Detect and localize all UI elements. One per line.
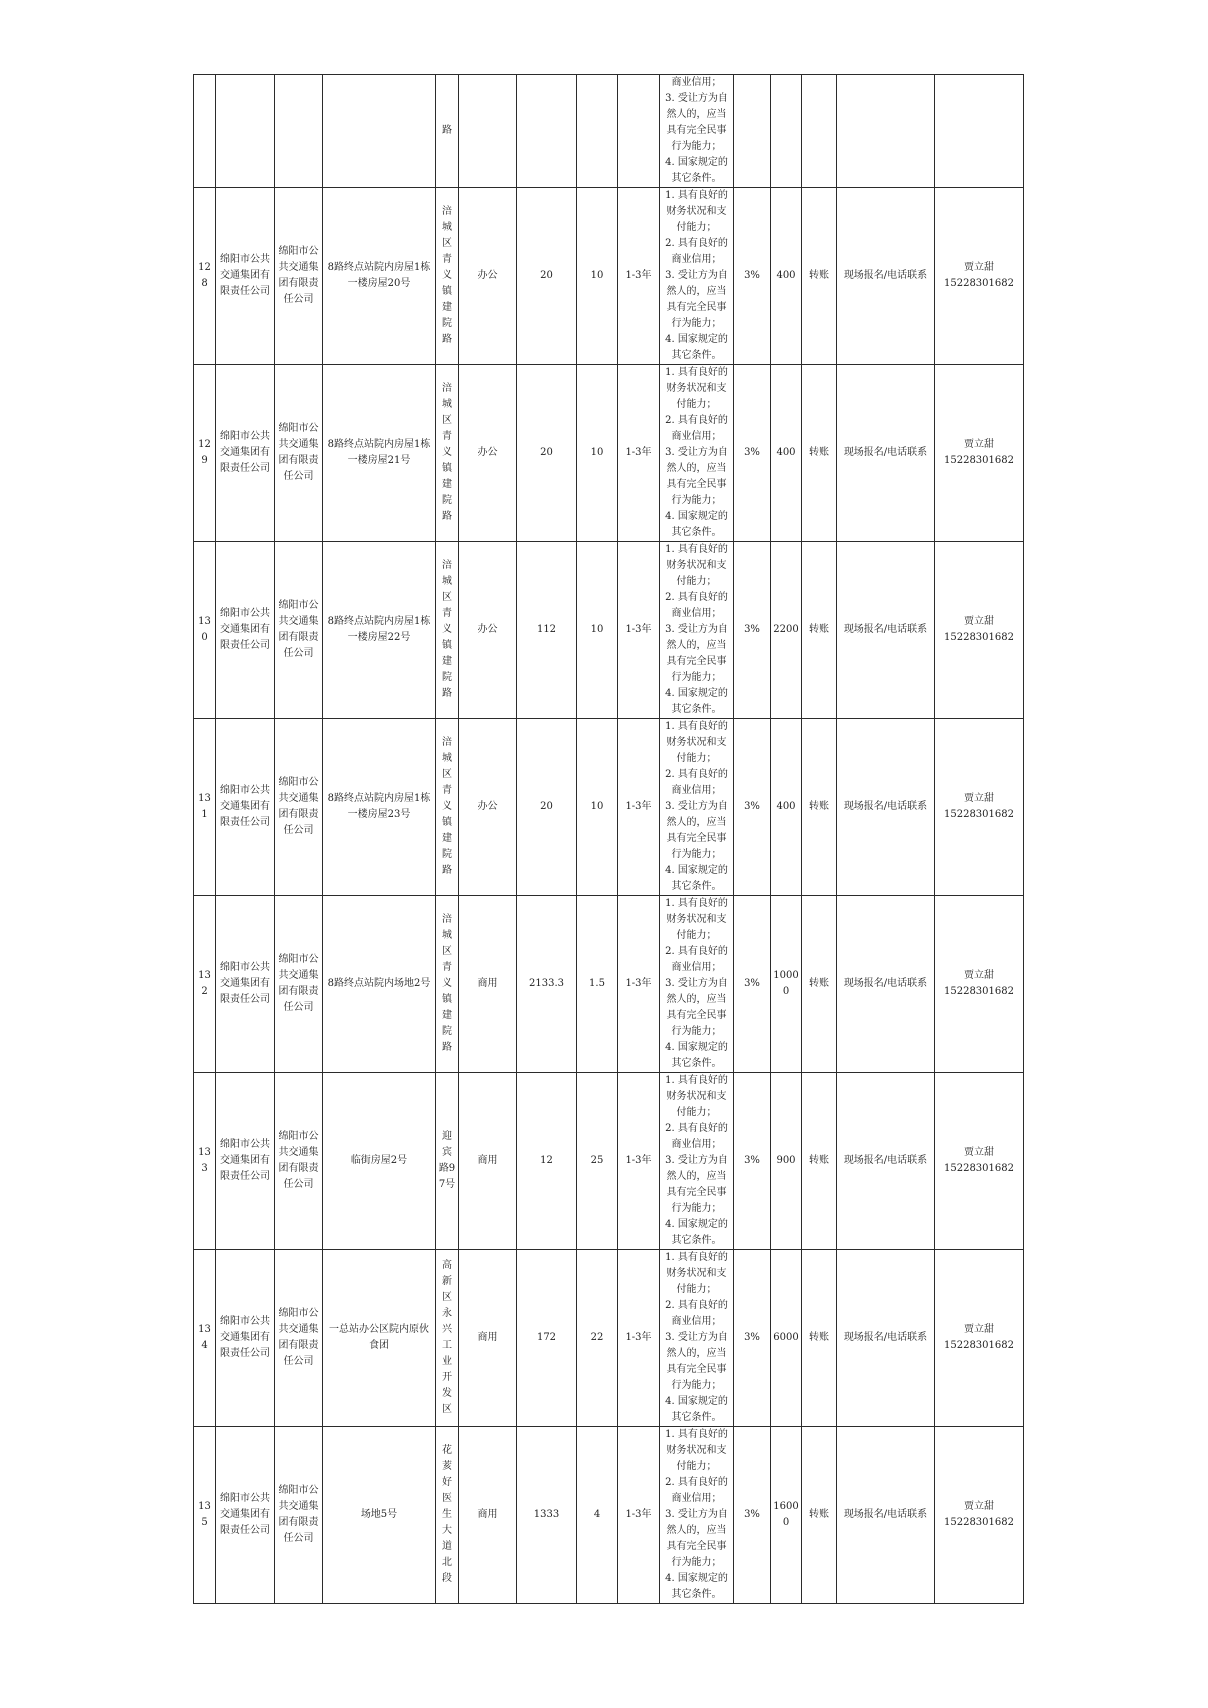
condition-line: 付能力； (676, 399, 717, 410)
condition-line: 2. 具有良好的 (665, 1300, 728, 1311)
table-row (194, 365, 1024, 542)
cell-price: 25 (577, 1073, 618, 1250)
cell-pay: 转账 (802, 365, 837, 542)
contact-name: 贾立甜 (964, 1501, 994, 1512)
condition-line: 3. 受让方为自 (665, 270, 728, 281)
cell-name: 8路终点站院内房屋1栋一楼房屋20号 (323, 188, 436, 365)
cell-conditions (660, 1250, 734, 1427)
cell-contact (935, 1427, 1024, 1604)
cell-location: 涪城区青义镇建院路 (436, 719, 459, 896)
cell-area: 12 (517, 1073, 577, 1250)
cell-contact (935, 896, 1024, 1073)
condition-line: 商业信用； (671, 1139, 722, 1150)
cell-conditions (660, 542, 734, 719)
cell-term: 1-3年 (618, 1073, 660, 1250)
cell-method: 现场报名/电话联系 (837, 1073, 935, 1250)
cell-use (459, 75, 517, 188)
cell-term: 1-3年 (618, 1427, 660, 1604)
cell-unit: 绵阳市公共交通集团有限责任公司 (275, 1427, 323, 1604)
cell-unit (275, 75, 323, 188)
contact-name: 贾立甜 (964, 793, 994, 804)
cell-deposit: 10000 (771, 896, 802, 1073)
cell-area: 20 (517, 188, 577, 365)
cell-area (517, 75, 577, 188)
cell-contact (935, 365, 1024, 542)
cell-rate: 3% (734, 365, 771, 542)
cell-unit: 绵阳市公共交通集团有限责任公司 (275, 188, 323, 365)
condition-line: 具有完全民事 (666, 125, 727, 136)
cell-contact (935, 188, 1024, 365)
condition-line: 然人的，应当 (666, 463, 727, 474)
cell-name (323, 75, 436, 188)
condition-line: 其它条件。 (671, 350, 722, 361)
cell-rate: 3% (734, 1250, 771, 1427)
condition-line: 具有完全民事 (666, 302, 727, 313)
cell-name: 一总站办公区院内原伙食团 (323, 1250, 436, 1427)
condition-line: 行为能力； (671, 849, 722, 860)
cell-no: 128 (194, 188, 216, 365)
cell-owner: 绵阳市公共交通集团有限责任公司 (216, 188, 275, 365)
condition-line: 3. 受让方为自 (665, 1509, 728, 1520)
cell-conditions (660, 719, 734, 896)
cell-area: 112 (517, 542, 577, 719)
cell-pay: 转账 (802, 542, 837, 719)
cell-term: 1-3年 (618, 1250, 660, 1427)
contact-phone: 15228301682 (944, 278, 1014, 289)
cell-price: 10 (577, 719, 618, 896)
cell-name: 8路终点站院内房屋1栋一楼房屋23号 (323, 719, 436, 896)
cell-use: 办公 (459, 719, 517, 896)
cell-name: 场地5号 (323, 1427, 436, 1604)
cell-conditions (660, 365, 734, 542)
cell-name: 8路终点站院内场地2号 (323, 896, 436, 1073)
condition-line: 行为能力； (671, 495, 722, 506)
cell-pay: 转账 (802, 719, 837, 896)
cell-method: 现场报名/电话联系 (837, 1427, 935, 1604)
cell-rate: 3% (734, 719, 771, 896)
condition-line: 然人的，应当 (666, 994, 727, 1005)
cell-pay: 转账 (802, 896, 837, 1073)
condition-line: 商业信用； (671, 608, 722, 619)
cell-unit: 绵阳市公共交通集团有限责任公司 (275, 1250, 323, 1427)
cell-location: 花荄好医生大道北段 (436, 1427, 459, 1604)
cell-use: 商用 (459, 1073, 517, 1250)
condition-line: 2. 具有良好的 (665, 238, 728, 249)
condition-line: 付能力； (676, 930, 717, 941)
condition-line: 行为能力； (671, 1380, 722, 1391)
cell-pay: 转账 (802, 1427, 837, 1604)
cell-area: 20 (517, 719, 577, 896)
cell-location: 路 (436, 75, 459, 188)
cell-deposit: 400 (771, 188, 802, 365)
cell-unit: 绵阳市公共交通集团有限责任公司 (275, 1073, 323, 1250)
condition-line: 4. 国家规定的 (665, 865, 728, 876)
cell-use: 办公 (459, 542, 517, 719)
condition-line: 其它条件。 (671, 704, 722, 715)
contact-phone: 15228301682 (944, 455, 1014, 466)
table-row (194, 896, 1024, 1073)
table-row (194, 542, 1024, 719)
condition-line: 具有完全民事 (666, 1541, 727, 1552)
cell-area: 20 (517, 365, 577, 542)
cell-no: 130 (194, 542, 216, 719)
condition-line: 其它条件。 (671, 1235, 722, 1246)
cell-pay: 转账 (802, 1250, 837, 1427)
cell-location: 涪城区青义镇建院路 (436, 188, 459, 365)
cell-owner: 绵阳市公共交通集团有限责任公司 (216, 896, 275, 1073)
cell-contact (935, 1250, 1024, 1427)
condition-line: 其它条件。 (671, 527, 722, 538)
condition-line: 1. 具有良好的 (665, 721, 728, 732)
cell-contact (935, 1073, 1024, 1250)
condition-line: 然人的，应当 (666, 640, 727, 651)
condition-line: 其它条件。 (671, 1058, 722, 1069)
cell-deposit: 16000 (771, 1427, 802, 1604)
condition-line: 2. 具有良好的 (665, 946, 728, 957)
table-row-continued (194, 75, 1024, 188)
contact-phone: 15228301682 (944, 809, 1014, 820)
cell-no: 129 (194, 365, 216, 542)
cell-location: 高新区永兴工业开发区 (436, 1250, 459, 1427)
cell-deposit: 2200 (771, 542, 802, 719)
cell-conditions (660, 896, 734, 1073)
condition-line: 付能力； (676, 576, 717, 587)
condition-line: 1. 具有良好的 (665, 190, 728, 201)
contact-name: 贾立甜 (964, 970, 994, 981)
cell-use: 办公 (459, 188, 517, 365)
condition-line: 财务状况和支 (666, 1445, 727, 1456)
cell-no: 134 (194, 1250, 216, 1427)
cell-conditions (660, 1427, 734, 1604)
condition-line: 财务状况和支 (666, 206, 727, 217)
contact-name: 贾立甜 (964, 262, 994, 273)
condition-line: 3. 受让方为自 (665, 93, 728, 104)
contact-phone: 15228301682 (944, 632, 1014, 643)
condition-line: 1. 具有良好的 (665, 1075, 728, 1086)
condition-line: 行为能力； (671, 1203, 722, 1214)
cell-price: 10 (577, 188, 618, 365)
cell-owner: 绵阳市公共交通集团有限责任公司 (216, 542, 275, 719)
condition-line: 1. 具有良好的 (665, 544, 728, 555)
condition-line: 4. 国家规定的 (665, 688, 728, 699)
condition-line: 2. 具有良好的 (665, 1477, 728, 1488)
cell-price (577, 75, 618, 188)
table-row (194, 1250, 1024, 1427)
cell-contact (935, 719, 1024, 896)
cell-name: 8路终点站院内房屋1栋一楼房屋21号 (323, 365, 436, 542)
condition-line: 商业信用； (671, 1316, 722, 1327)
cell-owner: 绵阳市公共交通集团有限责任公司 (216, 1427, 275, 1604)
condition-line: 商业信用； (671, 77, 722, 88)
condition-line: 3. 受让方为自 (665, 624, 728, 635)
contact-name: 贾立甜 (964, 439, 994, 450)
condition-line: 1. 具有良好的 (665, 898, 728, 909)
contact-phone: 15228301682 (944, 986, 1014, 997)
condition-line: 其它条件。 (671, 1589, 722, 1600)
contact-name: 贾立甜 (964, 616, 994, 627)
cell-term: 1-3年 (618, 896, 660, 1073)
condition-line: 其它条件。 (671, 173, 722, 184)
cell-use: 商用 (459, 1250, 517, 1427)
cell-use: 商用 (459, 896, 517, 1073)
cell-deposit: 400 (771, 365, 802, 542)
cell-rate: 3% (734, 542, 771, 719)
cell-unit: 绵阳市公共交通集团有限责任公司 (275, 896, 323, 1073)
condition-line: 1. 具有良好的 (665, 367, 728, 378)
condition-line: 3. 受让方为自 (665, 1332, 728, 1343)
cell-unit: 绵阳市公共交通集团有限责任公司 (275, 719, 323, 896)
cell-rate (734, 75, 771, 188)
condition-line: 然人的，应当 (666, 1171, 727, 1182)
cell-unit: 绵阳市公共交通集团有限责任公司 (275, 365, 323, 542)
cell-area: 1333 (517, 1427, 577, 1604)
cell-rate: 3% (734, 896, 771, 1073)
condition-line: 4. 国家规定的 (665, 511, 728, 522)
cell-owner: 绵阳市公共交通集团有限责任公司 (216, 1250, 275, 1427)
condition-line: 4. 国家规定的 (665, 334, 728, 345)
condition-line: 付能力； (676, 1461, 717, 1472)
condition-line: 具有完全民事 (666, 1364, 727, 1375)
condition-line: 4. 国家规定的 (665, 1573, 728, 1584)
condition-line: 3. 受让方为自 (665, 978, 728, 989)
condition-line: 4. 国家规定的 (665, 1219, 728, 1230)
cell-method: 现场报名/电话联系 (837, 896, 935, 1073)
cell-pay: 转账 (802, 188, 837, 365)
table-row (194, 1427, 1024, 1604)
contact-phone: 15228301682 (944, 1163, 1014, 1174)
cell-deposit: 400 (771, 719, 802, 896)
condition-line: 商业信用； (671, 254, 722, 265)
cell-name: 临街房屋2号 (323, 1073, 436, 1250)
cell-unit: 绵阳市公共交通集团有限责任公司 (275, 542, 323, 719)
table-body (194, 75, 1024, 1604)
cell-location: 涪城区青义镇建院路 (436, 365, 459, 542)
cell-pay: 转账 (802, 1073, 837, 1250)
condition-line: 商业信用； (671, 785, 722, 796)
condition-line: 财务状况和支 (666, 383, 727, 394)
condition-line: 付能力； (676, 222, 717, 233)
cell-area: 172 (517, 1250, 577, 1427)
cell-use: 办公 (459, 365, 517, 542)
cell-deposit: 6000 (771, 1250, 802, 1427)
condition-line: 2. 具有良好的 (665, 592, 728, 603)
cell-area: 2133.3 (517, 896, 577, 1073)
condition-line: 2. 具有良好的 (665, 769, 728, 780)
condition-line: 行为能力； (671, 672, 722, 683)
condition-line: 付能力； (676, 753, 717, 764)
cell-conditions (660, 75, 734, 188)
cell-use: 商用 (459, 1427, 517, 1604)
cell-price: 10 (577, 542, 618, 719)
contact-name: 贾立甜 (964, 1147, 994, 1158)
table-row (194, 1073, 1024, 1250)
condition-line: 商业信用； (671, 1493, 722, 1504)
cell-term: 1-3年 (618, 719, 660, 896)
condition-line: 2. 具有良好的 (665, 1123, 728, 1134)
condition-line: 行为能力； (671, 1557, 722, 1568)
contact-name: 贾立甜 (964, 1324, 994, 1335)
condition-line: 然人的，应当 (666, 1348, 727, 1359)
cell-price: 1.5 (577, 896, 618, 1073)
cell-pay (802, 75, 837, 188)
condition-line: 具有完全民事 (666, 656, 727, 667)
condition-line: 商业信用； (671, 431, 722, 442)
condition-line: 4. 国家规定的 (665, 1042, 728, 1053)
cell-location: 涪城区青义镇建院路 (436, 896, 459, 1073)
cell-term: 1-3年 (618, 365, 660, 542)
cell-method: 现场报名/电话联系 (837, 719, 935, 896)
listing-table (193, 74, 1024, 1604)
cell-rate: 3% (734, 1073, 771, 1250)
cell-no: 132 (194, 896, 216, 1073)
condition-line: 然人的，应当 (666, 817, 727, 828)
condition-line: 1. 具有良好的 (665, 1252, 728, 1263)
condition-line: 4. 国家规定的 (665, 157, 728, 168)
cell-method: 现场报名/电话联系 (837, 365, 935, 542)
cell-owner: 绵阳市公共交通集团有限责任公司 (216, 1073, 275, 1250)
cell-method: 现场报名/电话联系 (837, 1250, 935, 1427)
cell-term (618, 75, 660, 188)
condition-line: 然人的，应当 (666, 286, 727, 297)
condition-line: 付能力； (676, 1107, 717, 1118)
cell-price: 10 (577, 365, 618, 542)
cell-rate: 3% (734, 1427, 771, 1604)
cell-owner (216, 75, 275, 188)
cell-term: 1-3年 (618, 542, 660, 719)
cell-method: 现场报名/电话联系 (837, 188, 935, 365)
cell-deposit (771, 75, 802, 188)
condition-line: 1. 具有良好的 (665, 1429, 728, 1440)
condition-line: 财务状况和支 (666, 1091, 727, 1102)
cell-no: 131 (194, 719, 216, 896)
table-row (194, 188, 1024, 365)
condition-line: 财务状况和支 (666, 737, 727, 748)
cell-method (837, 75, 935, 188)
condition-line: 具有完全民事 (666, 1010, 727, 1021)
cell-no: 135 (194, 1427, 216, 1604)
cell-conditions (660, 1073, 734, 1250)
cell-contact (935, 542, 1024, 719)
cell-term: 1-3年 (618, 188, 660, 365)
condition-line: 商业信用； (671, 962, 722, 973)
condition-line: 2. 具有良好的 (665, 415, 728, 426)
cell-no: 133 (194, 1073, 216, 1250)
cell-contact (935, 75, 1024, 188)
cell-name: 8路终点站院内房屋1栋一楼房屋22号 (323, 542, 436, 719)
condition-line: 然人的，应当 (666, 1525, 727, 1536)
condition-line: 3. 受让方为自 (665, 801, 728, 812)
condition-line: 付能力； (676, 1284, 717, 1295)
cell-price: 4 (577, 1427, 618, 1604)
cell-owner: 绵阳市公共交通集团有限责任公司 (216, 365, 275, 542)
condition-line: 财务状况和支 (666, 1268, 727, 1279)
condition-line: 然人的，应当 (666, 109, 727, 120)
cell-method: 现场报名/电话联系 (837, 542, 935, 719)
contact-phone: 15228301682 (944, 1340, 1014, 1351)
condition-line: 其它条件。 (671, 1412, 722, 1423)
cell-no (194, 75, 216, 188)
condition-line: 3. 受让方为自 (665, 1155, 728, 1166)
contact-phone: 15228301682 (944, 1517, 1014, 1528)
condition-line: 财务状况和支 (666, 560, 727, 571)
cell-price: 22 (577, 1250, 618, 1427)
condition-line: 财务状况和支 (666, 914, 727, 925)
condition-line: 具有完全民事 (666, 479, 727, 490)
cell-location: 涪城区青义镇建院路 (436, 542, 459, 719)
condition-line: 行为能力； (671, 141, 722, 152)
cell-deposit: 900 (771, 1073, 802, 1250)
condition-line: 行为能力； (671, 1026, 722, 1037)
condition-line: 具有完全民事 (666, 833, 727, 844)
condition-line: 3. 受让方为自 (665, 447, 728, 458)
table-row (194, 719, 1024, 896)
cell-conditions (660, 188, 734, 365)
condition-line: 4. 国家规定的 (665, 1396, 728, 1407)
condition-line: 具有完全民事 (666, 1187, 727, 1198)
condition-line: 行为能力； (671, 318, 722, 329)
cell-owner: 绵阳市公共交通集团有限责任公司 (216, 719, 275, 896)
cell-rate: 3% (734, 188, 771, 365)
cell-location: 迎宾路97号 (436, 1073, 459, 1250)
condition-line: 其它条件。 (671, 881, 722, 892)
